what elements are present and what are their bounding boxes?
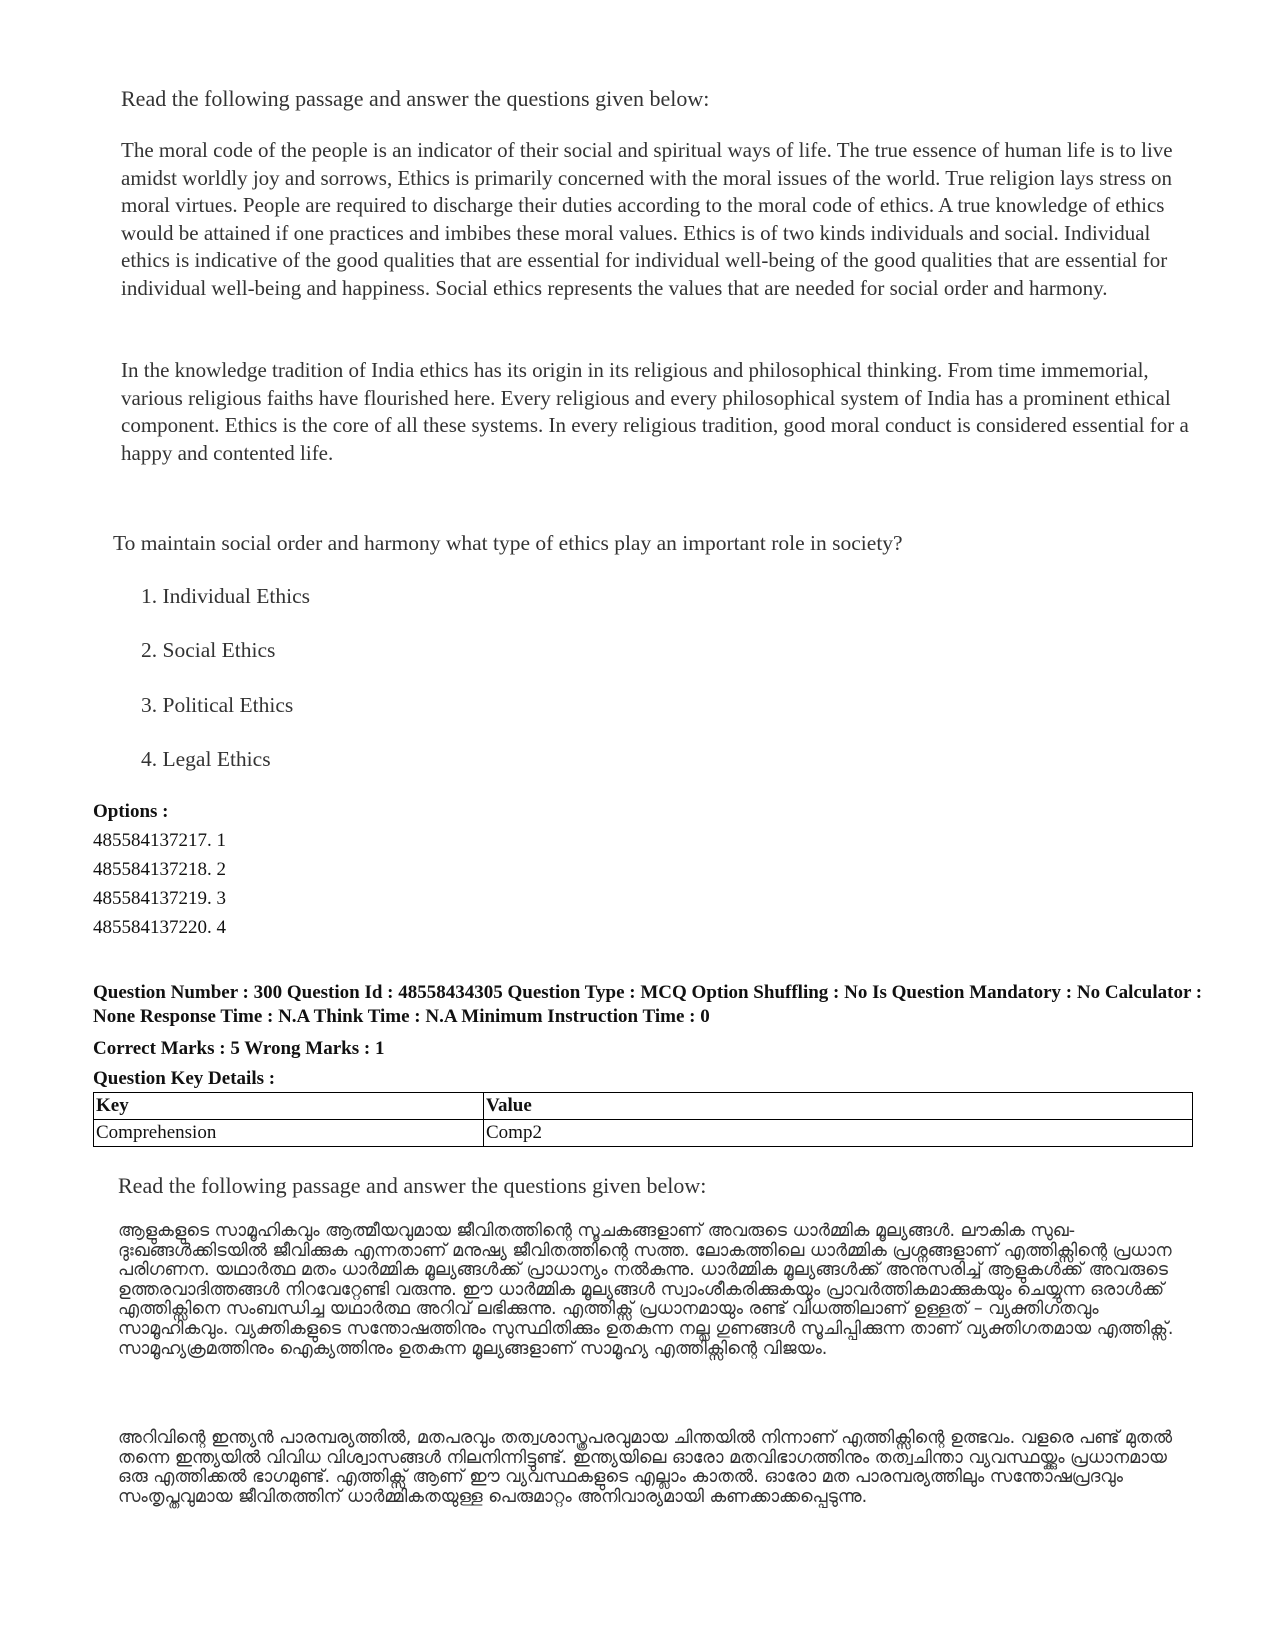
table-header-row (94, 1093, 1193, 1120)
options-label: Options : (93, 801, 169, 822)
answer-choice: 3. Political Ethics (141, 693, 294, 717)
option-id: 485584137218. 2 (93, 859, 226, 880)
answer-choice: 1. Individual Ethics (141, 584, 310, 608)
passage-paragraph-1: The moral code of the people is an indicator of their social and spiritual ways of life. The true essence of human life is to live amidst worldly joy and sorrows, Ethics is primarily concerned with the moral issues of the world. True religion lays stress on moral virtues. People are required to discharge their duties according to the moral code of ethics. A true knowledge of ethics would be attained if one practices and imbibes these moral values. Ethics is of two kinds individuals and social. Individual ethics is indicative of the good qualities that are essential for individual well-being of the good qualities that are essential for individual well-being and happiness. Social ethics represents the values that are needed for social order and harmony. (121, 138, 1173, 300)
passage-instruction: Read the following passage and answer the questions given below: (121, 86, 710, 111)
question-text: To maintain social order and harmony what type of ethics play an important role in society? (113, 531, 903, 555)
table-cell-value: Comp2 (484, 1120, 1193, 1147)
malayalam-paragraph-1: ആളുകളുടെ സാമൂഹികവും ആത്മീയവുമായ ജീവിതത്തിന്റെ സൂചകങ്ങളാണ് അവരുടെ ധാർമ്മിക മൂല്യങ്ങൾ. ലൗകിക സുഖ-ദുഃഖങ്ങൾക്കിടയിൽ ജീവിക്കുക എന്നതാണ് മനുഷ്യ ജീവിതത്തിന്റെ സത്ത. ലോകത്തിലെ ധാർമ്മിക പ്രശ്നങ്ങളാണ് എത്തിക്സിന്റെ പ്രധാന പരിഗണന. യഥാർത്ഥ മതം ധാർമ്മിക മൂല്യങ്ങൾക്ക് പ്രാധാന്യം നൽകുന്നു. ധാർമ്മിക മൂല്യങ്ങൾക്ക് അനുസരിച്ച് ആളുകൾക്ക് അവരുടെ ഉത്തരവാദിത്തങ്ങൾ നിറവേറ്റേണ്ടി വരുന്നു. ഈ ധാർമ്മിക മൂല്യങ്ങൾ സ്വാംശീകരിക്കുകയും പ്രാവർത്തികമാക്കുകയും ചെയ്യുന്ന ഒരാൾക്ക് എത്തിക്സിനെ സംബന്ധിച്ച യഥാർത്ഥ അറിവ് ലഭിക്കുന്നു. എത്തിക്സ് പ്രധാനമായും രണ്ട് വിധത്തിലാണ് ഉള്ളത് – വ്യക്തിഗതവും സാമൂഹികവും. വ്യക്തികളുടെ സന്തോഷത്തിനും സുസ്ഥിതിക്കും ഉതകുന്ന നല്ല ഗുണങ്ങൾ സൂചിപ്പിക്കുന്ന താണ് വ്യക്തിഗതമായ എത്തിക്സ്. സാമൂഹ്യക്രമത്തിനും ഐക്യത്തിനും ഉതകുന്ന മൂല്യങ്ങളാണ് സാമൂഹ്യ എത്തിക്സിന്റെ വിജയം. (118, 1221, 1174, 1359)
table-header-key: Key (94, 1093, 484, 1120)
table-header-value: Value (484, 1093, 1193, 1120)
key-details-label: Question Key Details : (93, 1068, 276, 1089)
malayalam-paragraph-2: അറിവിന്റെ ഇന്ത്യൻ പാരമ്പര്യത്തിൽ, മതപരവും തത്വശാസ്ത്രപരവുമായ ചിന്തയിൽ നിന്നാണ് എത്തിക്സിന്റെ ഉത്ഭവം. വളരെ പണ്ട് മുതൽ തന്നെ ഇന്ത്യയിൽ വിവിധ വിശ്വാസങ്ങൾ നിലനിന്നിട്ടുണ്ട്. ഇന്ത്യയിലെ ഓരോ മതവിഭാഗത്തിനും തത്വചിന്താ വ്യവസ്ഥയ്ക്കും പ്രധാനമായ ഒരു എത്തിക്കൽ ഭാഗമുണ്ട്. എത്തിക്സ് ആണ് ഈ വ്യവസ്ഥകളുടെ എല്ലാം കാതൽ. ഓരോ മത പാരമ്പര്യത്തിലും സന്തോഷപ്രദവും സംതൃപ്തവുമായ ജീവിതത്തിന് ധാർമ്മികതയുള്ള പെരുമാറ്റം അനിവാര്യമായി കണക്കാക്കപ്പെടുന്നു. (118, 1428, 1173, 1507)
table-cell-key: Comprehension (94, 1120, 484, 1147)
key-details-table (93, 1092, 1193, 1147)
table-row (94, 1120, 1193, 1147)
question-metadata: Question Number : 300 Question Id : 48558434305 Question Type : MCQ Option Shuffling : No Is Question Mandatory : No Calculator : None Response Time : N.A Think Time : N.A Minimum Instruction Time : 0 (93, 982, 1203, 1027)
option-id: 485584137217. 1 (93, 830, 226, 851)
option-id: 485584137219. 3 (93, 888, 226, 909)
option-id: 485584137220. 4 (93, 917, 226, 938)
marks-info: Correct Marks : 5 Wrong Marks : 1 (93, 1038, 385, 1059)
answer-choice: 4. Legal Ethics (141, 747, 271, 771)
passage-paragraph-2: In the knowledge tradition of India ethics has its origin in its religious and philosophical thinking. From time immemorial, various religious faiths have flourished here. Every religious and every philosophical system of India has a prominent ethical component. Ethics is the core of all these systems. In every religious tradition, good moral conduct is considered essential for a happy and contented life. (121, 358, 1189, 465)
passage-instruction-2: Read the following passage and answer the questions given below: (118, 1173, 707, 1198)
answer-choice: 2. Social Ethics (141, 638, 276, 662)
